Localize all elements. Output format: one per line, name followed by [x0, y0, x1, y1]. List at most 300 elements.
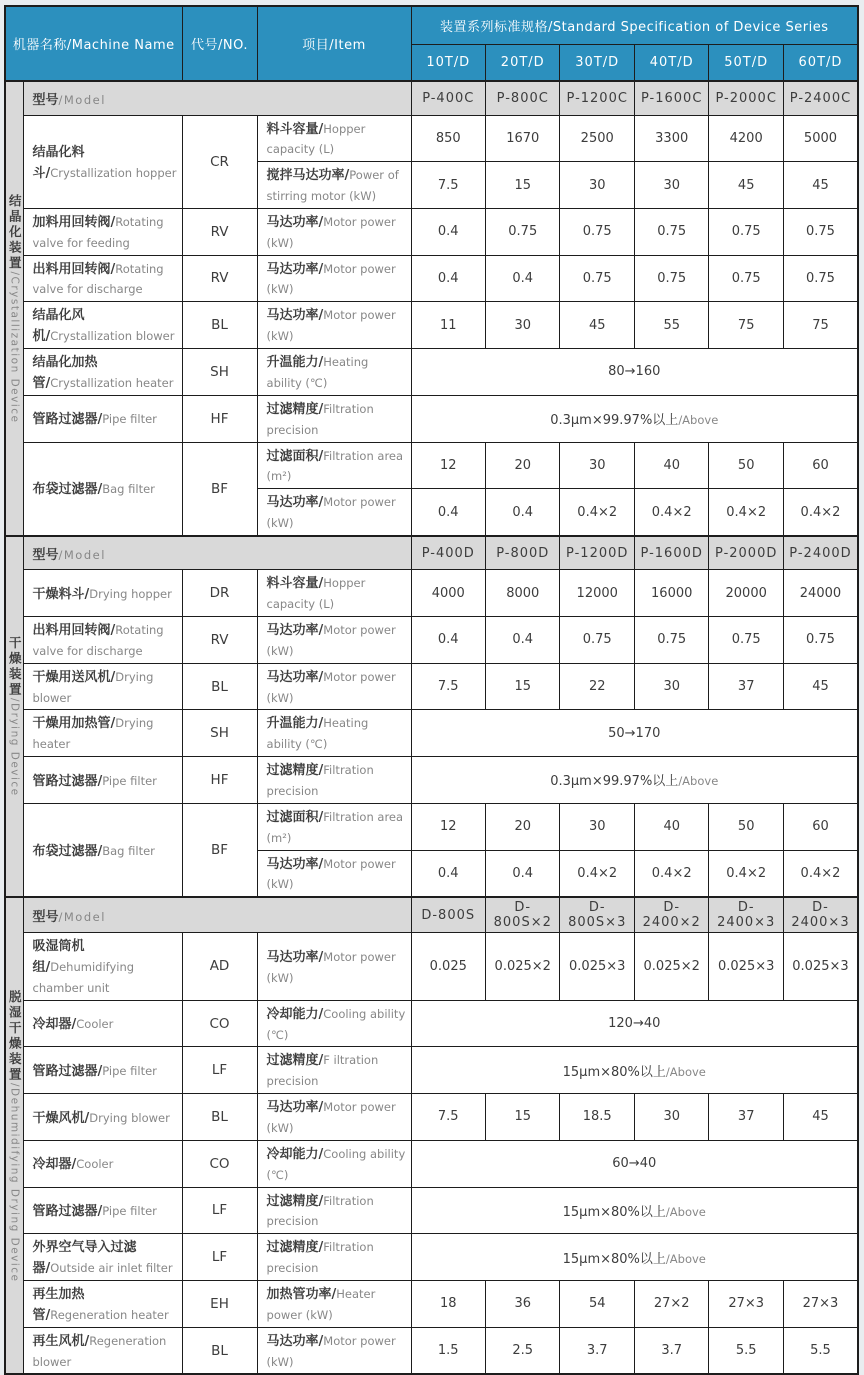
value-span-cell — [411, 1047, 858, 1094]
header-machine-name: 机器名称/Machine Name — [5, 6, 182, 81]
value-cell: 27×3 — [783, 1280, 858, 1327]
machine-name-cell — [23, 757, 182, 804]
value-cell: 0.75 — [783, 617, 858, 664]
label-zh: 冷却能力/ — [266, 1006, 324, 1022]
item-cell — [257, 933, 411, 1001]
model-label — [23, 81, 411, 115]
item-cell — [257, 208, 411, 255]
machine-code-cell: CO — [182, 1000, 257, 1047]
value-cell: 0.025×2 — [486, 933, 560, 1001]
machine-code-cell: BF — [182, 803, 257, 897]
value-cell: 12000 — [560, 570, 634, 617]
value-cell: 50 — [709, 803, 783, 850]
label-zh: 出料用回转阀/ — [32, 623, 116, 639]
table-row — [5, 255, 858, 302]
label-zh: 干燥用加热管/ — [32, 716, 116, 732]
value-cell: 5.5 — [709, 1327, 783, 1374]
machine-code-cell: LF — [182, 1187, 257, 1234]
label-en: Rotating valve for feeding — [32, 214, 164, 250]
label-zh: 过滤精度/ — [266, 1240, 324, 1256]
label-zh: 马达功率/ — [266, 495, 324, 511]
item-cell — [257, 442, 411, 489]
table-row — [5, 442, 858, 489]
model-value: D-2400×3 — [709, 897, 783, 933]
item-cell — [257, 255, 411, 302]
header-capacity-30td: 30T/D — [560, 44, 634, 81]
label-en: /Model — [58, 909, 106, 924]
label-zh: 马达功率/ — [266, 214, 324, 230]
label-zh: 马达功率/ — [266, 949, 324, 965]
label-en: Motor power (kW) — [266, 214, 396, 250]
value-cell: 30 — [560, 803, 634, 850]
label-en: /Above — [665, 1251, 706, 1266]
table-row — [5, 1094, 858, 1141]
label-zh: 结晶化装置 — [7, 193, 23, 272]
label-zh: 外界空气导入过滤器/ — [32, 1240, 137, 1277]
machine-name-cell — [23, 1094, 182, 1141]
value-cell: 3.7 — [560, 1327, 634, 1374]
header-capacity-50td: 50T/D — [709, 44, 783, 81]
value-cell: 54 — [560, 1280, 634, 1327]
table-row — [5, 933, 858, 1001]
label-zh: 管路过滤器/ — [32, 773, 103, 789]
label-en: Hopper capacity (L) — [266, 576, 366, 612]
machine-name-cell — [23, 1327, 182, 1374]
header-item: 项目/Item — [257, 6, 411, 81]
header-capacity-10td: 10T/D — [411, 44, 485, 81]
value-cell: 60 — [783, 803, 858, 850]
label-en: Motor power (kW) — [266, 669, 396, 705]
value-cell: 30 — [486, 302, 560, 349]
machine-code-cell: RV — [182, 255, 257, 302]
table-row — [5, 1234, 858, 1281]
label-en: Pipe filter — [102, 1063, 157, 1078]
model-value: P-400D — [411, 536, 485, 570]
label-zh: 冷却能力/ — [266, 1146, 324, 1162]
label-en: Motor power (kW) — [266, 949, 396, 985]
value-cell: 0.75 — [560, 208, 634, 255]
item-cell — [257, 617, 411, 664]
label-zh: 料斗容量/ — [266, 121, 324, 137]
label-zh: 结晶化风机/ — [32, 308, 85, 345]
value-cell: 22 — [560, 663, 634, 710]
machine-name-cell — [23, 208, 182, 255]
value-cell: 37 — [709, 663, 783, 710]
label-zh: 布袋过滤器/ — [32, 843, 103, 859]
label-zh: 吸湿筒机组/ — [32, 939, 85, 976]
label-zh: 15μm×80%以上 — [562, 1064, 666, 1080]
spec-table — [4, 5, 859, 1375]
label-zh: 加热管功率/ — [266, 1287, 337, 1303]
label-en: Motor power (kW) — [266, 623, 396, 658]
value-cell: 0.75 — [634, 255, 708, 302]
label-en: Pipe filter — [102, 1203, 157, 1218]
table-row — [5, 570, 858, 617]
section-vertical-label — [6, 990, 22, 1283]
table-header — [5, 6, 858, 81]
machine-code-cell: LF — [182, 1234, 257, 1281]
value-cell: 18 — [411, 1280, 485, 1327]
value-cell: 50 — [709, 442, 783, 489]
value-cell: 0.025×3 — [783, 933, 858, 1001]
label-zh: 布袋过滤器/ — [32, 482, 103, 498]
machine-name-cell — [23, 803, 182, 897]
model-value: P-2000C — [709, 81, 783, 115]
item-cell — [257, 757, 411, 804]
label-en: Drying hopper — [89, 586, 172, 601]
label-en: F iltration precision — [266, 1053, 379, 1089]
label-en: /Crystallization Device — [8, 271, 21, 424]
value-cell: 0.4 — [486, 850, 560, 897]
label-en: Rotating valve for discharge — [32, 623, 164, 658]
value-span-cell — [411, 757, 858, 804]
label-zh: 80→160 — [608, 364, 661, 380]
value-span-cell — [411, 1000, 858, 1047]
value-span-cell — [411, 395, 858, 442]
table-row — [5, 349, 858, 396]
model-value: P-1200C — [560, 81, 634, 115]
label-en: Drying blower — [89, 1110, 170, 1125]
item-cell — [257, 115, 411, 162]
model-value: P-400C — [411, 81, 485, 115]
label-en: /Above — [665, 1204, 706, 1219]
value-cell: 0.75 — [783, 208, 858, 255]
item-cell — [257, 162, 411, 209]
machine-code-cell: HF — [182, 757, 257, 804]
label-en: /Dehumidifying Drying Device — [8, 1082, 21, 1283]
label-zh: 15μm×80%以上 — [562, 1251, 666, 1267]
value-cell: 11 — [411, 302, 485, 349]
label-en: Motor power (kW) — [266, 495, 396, 531]
machine-code-cell: LF — [182, 1047, 257, 1094]
machine-code-cell: CR — [182, 115, 257, 208]
value-cell: 12 — [411, 442, 485, 489]
value-cell: 75 — [783, 302, 858, 349]
model-label — [23, 897, 411, 933]
header-spec-title: 装置系列标准规格/Standard Specification of Device Series — [411, 6, 858, 44]
label-en: Dehumidifying chamber unit — [32, 960, 135, 995]
value-cell: 7.5 — [411, 1094, 485, 1141]
value-cell: 30 — [560, 162, 634, 209]
label-en: /Model — [58, 547, 106, 562]
section-vertical-label — [6, 636, 22, 797]
model-row-drying-device — [5, 536, 858, 570]
machine-name-cell — [23, 1140, 182, 1187]
value-cell: 45 — [709, 162, 783, 209]
label-zh: 再生风机/ — [32, 1333, 90, 1349]
value-cell: 0.4×2 — [560, 850, 634, 897]
model-value: P-1600C — [634, 81, 708, 115]
label-en: Bag filter — [102, 482, 155, 497]
value-cell: 20000 — [709, 570, 783, 617]
label-zh: 干燥风机/ — [32, 1110, 90, 1126]
label-zh: 15μm×80%以上 — [562, 1204, 666, 1220]
value-cell: 20 — [486, 803, 560, 850]
table-row — [5, 1280, 858, 1327]
table-row — [5, 115, 858, 162]
value-cell: 8000 — [486, 570, 560, 617]
label-zh: 马达功率/ — [266, 669, 324, 685]
label-zh: 出料用回转阀/ — [32, 261, 116, 277]
label-zh: 冷却器/ — [32, 1157, 77, 1173]
item-cell — [257, 1280, 411, 1327]
label-en: Crystallization hopper — [50, 165, 177, 180]
table-row — [5, 663, 858, 710]
value-cell: 12 — [411, 803, 485, 850]
label-en: Bag filter — [102, 843, 155, 858]
machine-code-cell: BL — [182, 302, 257, 349]
value-cell: 0.4×2 — [634, 489, 708, 536]
table-row — [5, 757, 858, 804]
label-zh: 脱湿干燥装置 — [7, 989, 23, 1083]
label-en: /Above — [665, 1064, 706, 1079]
value-cell: 27×2 — [634, 1280, 708, 1327]
value-cell: 15 — [486, 663, 560, 710]
label-en: Regeneration heater — [50, 1307, 169, 1322]
label-en: /Drying Device — [8, 698, 21, 797]
value-cell: 0.75 — [560, 617, 634, 664]
model-value: P-1600D — [634, 536, 708, 570]
label-en: Rotating valve for discharge — [32, 261, 164, 297]
label-zh: 过滤面积/ — [266, 448, 324, 464]
label-zh: 结晶化料斗/ — [32, 144, 85, 181]
value-cell: 0.75 — [486, 208, 560, 255]
label-zh: 结晶化加热管/ — [32, 355, 98, 391]
value-cell: 20 — [486, 442, 560, 489]
model-row-dehumidifying-drying-device — [5, 897, 858, 933]
label-en: Pipe filter — [102, 412, 157, 427]
value-cell: 0.025×2 — [634, 933, 708, 1001]
value-cell: 45 — [783, 1094, 858, 1141]
label-en: Filtration precision — [266, 401, 374, 437]
label-zh: 升温能力/ — [266, 355, 324, 371]
label-zh: 马达功率/ — [266, 1333, 324, 1349]
model-value: P-2000D — [709, 536, 783, 570]
value-cell: 7.5 — [411, 663, 485, 710]
label-en: Cooler — [76, 1017, 114, 1032]
section-label-dehumidifying-drying-device — [5, 897, 23, 1374]
model-value: D-2400×2 — [634, 897, 708, 933]
table-row — [5, 803, 858, 850]
model-value: P-1200D — [560, 536, 634, 570]
value-cell: 37 — [709, 1094, 783, 1141]
item-cell — [257, 489, 411, 536]
label-zh: 干燥用送风机/ — [32, 669, 116, 685]
item-cell — [257, 349, 411, 396]
header-no: 代号/NO. — [182, 6, 257, 81]
label-en: Motor power (kW) — [266, 856, 396, 892]
label-zh: 型号 — [32, 92, 59, 108]
value-cell: 0.4×2 — [634, 850, 708, 897]
label-zh: 马达功率/ — [266, 856, 324, 872]
label-zh: 0.3μm×99.97%以上 — [550, 774, 679, 790]
label-en: Pipe filter — [102, 773, 157, 788]
machine-name-cell — [23, 1234, 182, 1281]
model-value: P-2400D — [783, 536, 858, 570]
header-capacity-60td: 60T/D — [783, 44, 858, 81]
label-zh: 120→40 — [608, 1016, 661, 1032]
item-cell — [257, 302, 411, 349]
model-row-crystallization-device — [5, 81, 858, 115]
value-cell: 0.4 — [486, 489, 560, 536]
label-en: Filtration precision — [266, 763, 374, 799]
machine-name-cell — [23, 617, 182, 664]
label-zh: 加料用回转阀/ — [32, 214, 116, 230]
label-zh: 马达功率/ — [266, 623, 324, 639]
label-zh: 过滤精度/ — [266, 1193, 324, 1209]
machine-code-cell: EH — [182, 1280, 257, 1327]
value-cell: 0.75 — [634, 617, 708, 664]
section-label-crystallization-device — [5, 81, 23, 536]
model-value: D-800S×3 — [560, 897, 634, 933]
label-zh: 干燥料斗/ — [32, 586, 90, 602]
label-zh: 管路过滤器/ — [32, 1203, 103, 1219]
label-en: Drying blower — [32, 669, 154, 705]
value-cell: 0.75 — [709, 255, 783, 302]
header-capacity-20td: 20T/D — [486, 44, 560, 81]
machine-code-cell: BL — [182, 1327, 257, 1374]
item-cell — [257, 1187, 411, 1234]
value-cell: 45 — [560, 302, 634, 349]
label-zh: 型号 — [32, 547, 59, 563]
machine-name-cell — [23, 349, 182, 396]
item-cell — [257, 395, 411, 442]
value-cell: 45 — [783, 663, 858, 710]
machine-code-cell: DR — [182, 570, 257, 617]
label-en: Cooling ability (℃) — [266, 1146, 406, 1182]
item-cell — [257, 1047, 411, 1094]
value-cell: 18.5 — [560, 1094, 634, 1141]
value-cell: 0.4×2 — [560, 489, 634, 536]
label-zh: 干燥装置 — [7, 636, 23, 699]
label-zh: 型号 — [32, 909, 59, 925]
section-vertical-label — [6, 194, 22, 423]
item-cell — [257, 1327, 411, 1374]
value-cell: 0.4 — [411, 617, 485, 664]
machine-code-cell: SH — [182, 349, 257, 396]
value-cell: 3300 — [634, 115, 708, 162]
item-cell — [257, 1234, 411, 1281]
item-cell — [257, 850, 411, 897]
table-row — [5, 1140, 858, 1187]
item-cell — [257, 570, 411, 617]
item-cell — [257, 710, 411, 757]
value-cell: 30 — [634, 663, 708, 710]
label-en: Crystallization heater — [50, 375, 174, 390]
item-cell — [257, 1000, 411, 1047]
model-value: P-2400C — [783, 81, 858, 115]
machine-code-cell: HF — [182, 395, 257, 442]
value-cell: 1.5 — [411, 1327, 485, 1374]
machine-code-cell: SH — [182, 710, 257, 757]
table-row — [5, 1187, 858, 1234]
value-span-cell — [411, 349, 858, 396]
value-cell: 30 — [634, 162, 708, 209]
model-value: P-800C — [486, 81, 560, 115]
machine-name-cell — [23, 302, 182, 349]
table-row — [5, 1047, 858, 1094]
value-cell: 16000 — [634, 570, 708, 617]
machine-code-cell: BL — [182, 1094, 257, 1141]
value-cell: 30 — [634, 1094, 708, 1141]
label-en: /Above — [678, 413, 719, 428]
value-cell: 850 — [411, 115, 485, 162]
machine-code-cell: AD — [182, 933, 257, 1001]
label-en: /Above — [678, 774, 719, 789]
value-span-cell — [411, 1140, 858, 1187]
label-en: Filtration precision — [266, 1240, 374, 1276]
value-span-cell — [411, 710, 858, 757]
label-zh: 60→40 — [612, 1156, 657, 1172]
value-cell: 0.75 — [709, 617, 783, 664]
value-cell: 1670 — [486, 115, 560, 162]
value-cell: 0.025 — [411, 933, 485, 1001]
spec-table-body — [5, 81, 858, 1374]
table-row — [5, 710, 858, 757]
item-cell — [257, 803, 411, 850]
value-cell: 24000 — [783, 570, 858, 617]
label-zh: 管路过滤器/ — [32, 412, 103, 428]
label-zh: 0.3μm×99.97%以上 — [550, 413, 679, 429]
label-en: Hopper capacity (L) — [266, 121, 366, 157]
label-zh: 搅拌马达功率/ — [266, 168, 350, 184]
label-en: Outside air inlet filter — [50, 1261, 173, 1276]
label-en: Drying heater — [32, 716, 154, 752]
model-label — [23, 536, 411, 570]
machine-code-cell: BF — [182, 442, 257, 536]
label-zh: 过滤精度/ — [266, 763, 324, 779]
value-cell: 0.025×3 — [709, 933, 783, 1001]
machine-name-cell — [23, 710, 182, 757]
value-cell: 15 — [486, 162, 560, 209]
label-zh: 冷却器/ — [32, 1017, 77, 1033]
machine-name-cell — [23, 115, 182, 208]
label-en: Filtration precision — [266, 1193, 374, 1229]
value-cell: 0.4 — [486, 255, 560, 302]
machine-code-cell: CO — [182, 1140, 257, 1187]
table-row — [5, 1327, 858, 1374]
value-cell: 0.4×2 — [783, 850, 858, 897]
value-cell: 0.4 — [411, 208, 485, 255]
value-cell: 0.4 — [411, 255, 485, 302]
value-cell: 0.4×2 — [709, 850, 783, 897]
value-cell: 0.75 — [709, 208, 783, 255]
table-row — [5, 302, 858, 349]
header-capacity-40td: 40T/D — [634, 44, 708, 81]
table-row — [5, 1000, 858, 1047]
value-cell: 36 — [486, 1280, 560, 1327]
machine-name-cell — [23, 570, 182, 617]
value-cell: 0.4 — [486, 617, 560, 664]
value-cell: 0.4×2 — [783, 489, 858, 536]
value-cell: 55 — [634, 302, 708, 349]
table-row — [5, 617, 858, 664]
machine-name-cell — [23, 395, 182, 442]
table-row — [5, 208, 858, 255]
label-en: Cooler — [76, 1157, 114, 1172]
value-cell: 7.5 — [411, 162, 485, 209]
label-en: /Model — [58, 92, 106, 107]
machine-name-cell — [23, 663, 182, 710]
model-value: D-2400×3 — [783, 897, 858, 933]
label-zh: 过滤精度/ — [266, 1053, 324, 1069]
value-cell: 0.025×3 — [560, 933, 634, 1001]
label-en: Regeneration blower — [32, 1333, 167, 1369]
item-cell — [257, 663, 411, 710]
table-row — [5, 395, 858, 442]
value-cell: 4200 — [709, 115, 783, 162]
value-cell: 5.5 — [783, 1327, 858, 1374]
